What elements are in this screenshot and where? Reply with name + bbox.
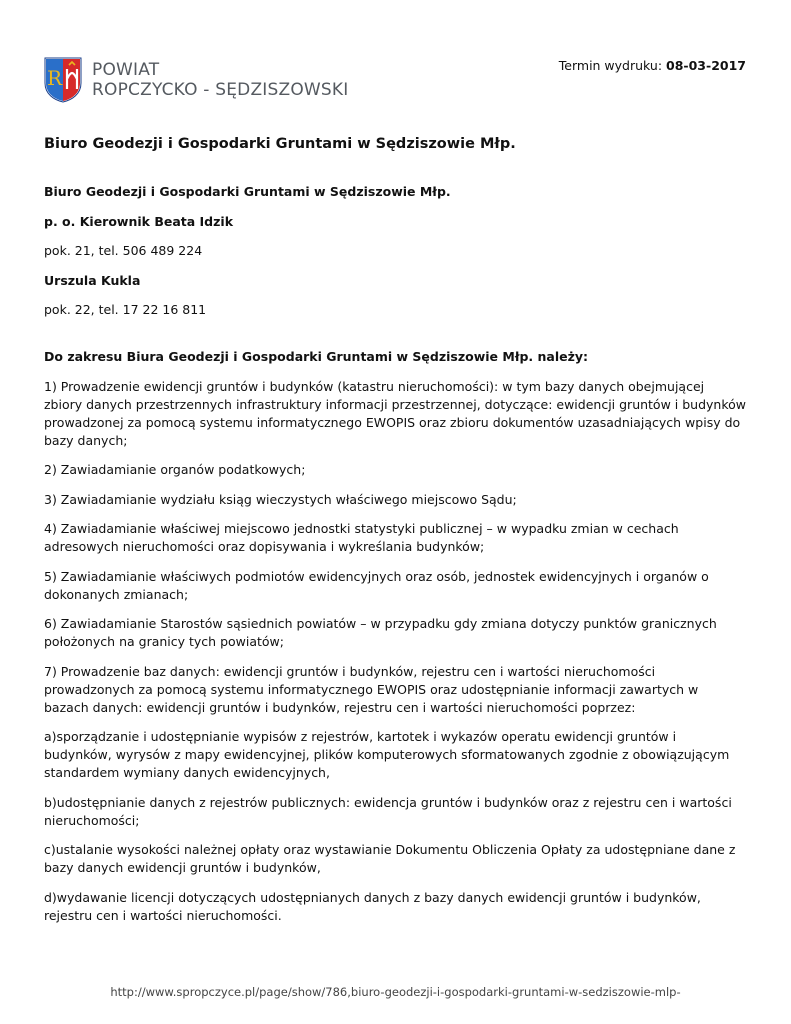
scope-item: a)sporządzanie i udostępnianie wypisów z rejestrów, kartotek i wykazów operatu ewidencji gruntów i budynków, wyrysów z mapy ewidencyjnej, plików komputerowych sformatowanych zgodnie z obowiązującym standardem wymiany danych ewidencyjnych,: [44, 729, 730, 780]
scope-item: 5) Zawiadamianie właściwych podmiotów ewidencyjnych oraz osób, jednostek ewidencyjnych i organów o dokonanych zmianach;: [44, 568, 709, 602]
footer-url: http://www.spropczyce.pl/page/show/786,biuro-geodezji-i-gospodarki-gruntami-w-sedziszowie-mlp-: [110, 985, 681, 999]
page-title: Biuro Geodezji i Gospodarki Gruntami w Sędziszowie Młp.: [44, 136, 516, 152]
svg-text:R: R: [46, 66, 63, 90]
print-date-line: [559, 58, 746, 73]
print-date-value: 08-03-2017: [666, 58, 746, 73]
document-body: [44, 183, 746, 936]
powiat-logo: [44, 55, 349, 105]
manager-name: p. o. Kierownik Beata Idzik: [44, 213, 234, 229]
scope-item: b)udostępnianie danych z rejestrów publicznych: ewidencja gruntów i budynków oraz z rejestru cen i wartości nieruchomości;: [44, 794, 732, 828]
print-date-label: Termin wydruku:: [558, 58, 663, 73]
office-name: Biuro Geodezji i Gospodarki Gruntami w Sędziszowie Młp.: [44, 184, 451, 199]
staff-name: Urszula Kukla: [44, 272, 141, 288]
scope-item: 2) Zawiadamianie organów podatkowych;: [44, 462, 306, 477]
manager-contact: pok. 21, tel. 506 489 224: [44, 243, 203, 258]
logo-line-2: ROPCZYCKO - SĘDZISZOWSKI: [92, 80, 349, 100]
scope-item: 1) Prowadzenie ewidencji gruntów i budynków (katastru nieruchomości): w tym bazy danych obejmującej zbiory danych przestrzennych infrastruktury informacji przestrzennej, dotyczące: ewidencji gruntów i budynków prowadzonej za pomocą systemu informatycznego EWOPIS oraz zbioru dokumentów uzasadniających wpisy do bazy danych;: [44, 378, 747, 448]
scope-item: 3) Zawiadamianie wydziału ksiąg wieczystych właściwego miejscowo Sądu;: [44, 491, 517, 507]
logo-text: [92, 60, 349, 100]
scope-item: 6) Zawiadamianie Starostów sąsiednich powiatów – w przypadku gdy zmiana dotyczy punktów granicznych położonych na granicy tych powiatów;: [44, 616, 717, 649]
coat-of-arms-icon: [44, 57, 82, 103]
scope-heading: Do zakresu Biura Geodezji i Gospodarki Gruntami w Sędziszowie Młp. należy:: [44, 349, 589, 364]
logo-line-1: POWIAT: [92, 60, 160, 80]
scope-item: d)wydawanie licencji dotyczących udostępnianych danych z bazy danych ewidencji gruntów i budynków, rejestru cen i wartości nieruchomości.: [44, 889, 701, 923]
scope-item: c)ustalanie wysokości należnej opłaty oraz wystawianie Dokumentu Obliczenia Opłaty za udostępniane dane z bazy danych ewidencji gruntów i budynków,: [44, 842, 736, 875]
scope-item: 4) Zawiadamianie właściwej miejscowo jednostki statystyki publicznej – w wypadku zmian w cechach adresowych nieruchomości oraz dopisywania i wykreślania budynków;: [44, 521, 679, 554]
staff-contact: pok. 22, tel. 17 22 16 811: [44, 302, 207, 317]
scope-item: 7) Prowadzenie baz danych: ewidencji gruntów i budynków, rejestru cen i wartości nieruchomości prowadzonych za pomocą systemu informatycznego EWOPIS oraz udostępnianie informacji zawartych w bazach danych: ewidencji gruntów i budynków, rejestru cen i wartości nieruchomości poprzez:: [44, 663, 699, 715]
